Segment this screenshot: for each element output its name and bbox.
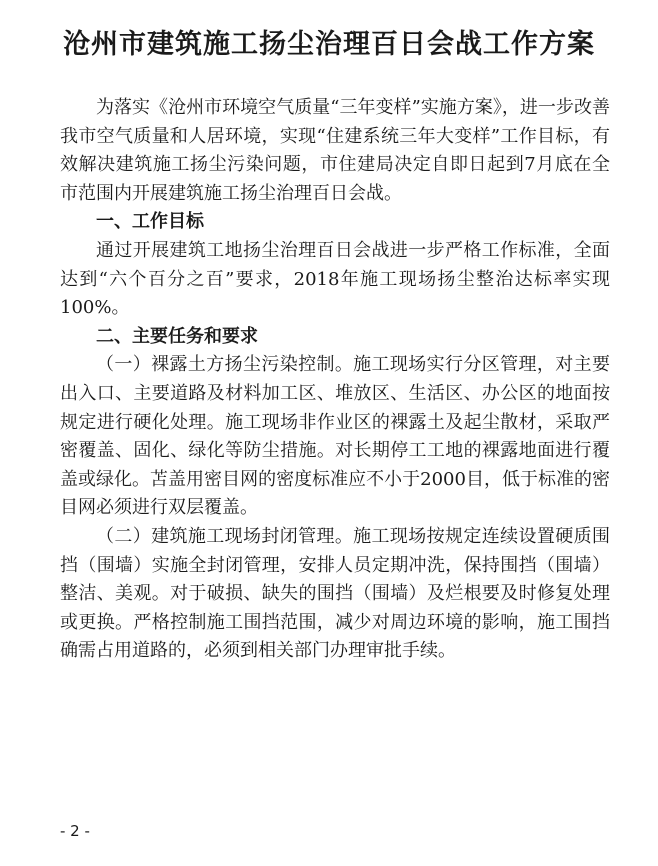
- task-item-1: （一）裸露土方扬尘污染控制。施工现场实行分区管理，对主要出入口、主要道路及材料加工区、堆放区、生活区、办公区的地面按规定进行硬化处理。施工现场非作业区的裸露土及起尘散材，采取严密覆盖、固化、绿化等防尘措施。对长期停工工地的裸露地面进行覆盖或绿化。苫盖用密目网的密度标准应不小于2000目，低于标准的密目网必须进行双层覆盖。: [60, 354, 610, 519]
- intro-paragraph: 为落实《沧州市环境空气质量“三年变样”实施方案》，进一步改善我市空气质量和人居环境，实现“住建系统三年大变样”工作目标，有效解决建筑施工扬尘污染问题，市住建局决定自即日起到7月底在全市范围内开展建筑施工扬尘治理百日会战。: [60, 97, 610, 204]
- section-heading-goals: 一、工作目标: [96, 211, 204, 233]
- goals-paragraph: 通过开展建筑工地扬尘治理百日会战进一步严格工作标准，全面达到“六个百分之百”要求，2018年施工现场扬尘整治达标率实现100%。: [60, 239, 610, 319]
- section-heading-tasks: 二、主要任务和要求: [96, 325, 258, 347]
- task-item-2: （二）建筑施工现场封闭管理。施工现场按规定连续设置硬质围挡（围墙）实施全封闭管理，安排人员定期冲洗，保持围挡（围墙）整洁、美观。对于破损、缺失的围挡（围墙）及烂根要及时修复处理或更换。严格控制施工围挡范围，减少对周边环境的影响，施工围挡确需占用道路的，必须到相关部门办理审批手续。: [60, 525, 610, 662]
- document-body: [60, 94, 610, 666]
- page-number: - 2 -: [60, 822, 90, 840]
- document-title: 沧州市建筑施工扬尘治理百日会战工作方案: [63, 29, 595, 60]
